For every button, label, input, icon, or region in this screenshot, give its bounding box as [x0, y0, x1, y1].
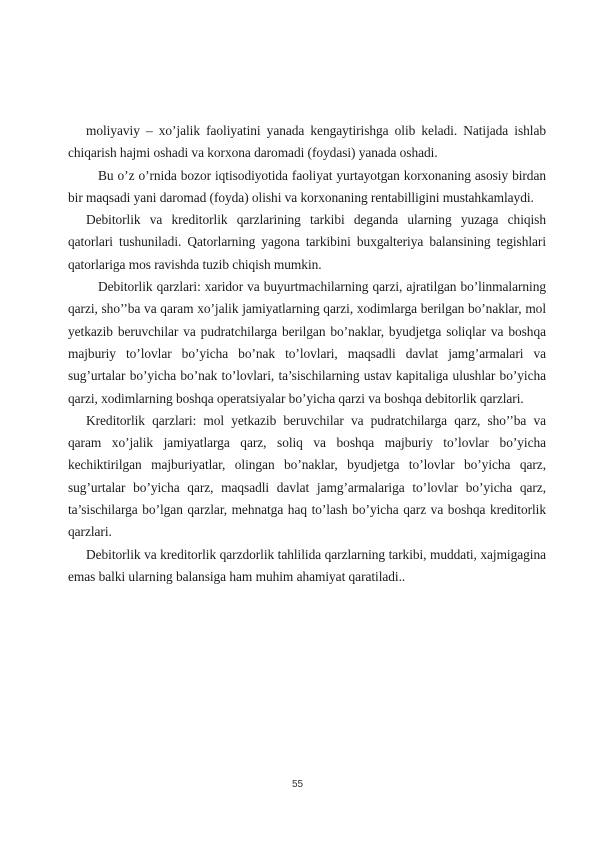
page-number: 55	[291, 779, 304, 790]
paragraph-main-goal: Bu o’z o’rnida bozor iqtisodiyotida faoliyat yurtayotgan korxonaning asosiy birdan bir maqsadi yani daromad (foyda) olishi va korxonaning rentabilligini mustahkamlaydi.	[68, 167, 546, 205]
paragraph-debt-structure: Debitorlik va kreditorlik qarzlarining tarkibi deganda ularning yuzaga chiqish qatorlari tushuniladi. Qatorlarning yagona tarkibini buxgalteriya balansining tegishlari qatorlariga mos ravishda tuzib chiqish mumkin.	[68, 212, 546, 272]
paragraph-analysis: Debitorlik va kreditorlik qarzdorlik tahlilida qarzlarning tarkibi, muddati, xajmigagina emas balki ularning balansiga ham muhim ahamiyat qaratiladi..	[68, 546, 546, 584]
paragraph-payables: Kreditorlik qarzlari: mol yetkazib beruvchilar va pudratchilarga qarz, sho’’ba va qaram xo’jalik jamiyatlarga qarz, soliq va boshqa majburiy to’lovlar bo’yicha kechiktirilgan majburiyatlar, olingan bo’naklar, byudjetga to’lovlar bo’yicha qarz, sug’urtalar bo’yicha qarz, maqsadli davlat jamg’armalariga to’lovlar bo’yicha qarz, ta’sischilarga bo’lgan qarzlar, mehnatga haq to’lash bo’yicha qarz va boshqa kreditorlik qarzlari.	[68, 412, 546, 540]
paragraph-intro-continuation: moliyaviy – xo’jalik faoliyatini yanada kengaytirishga olib keladi. Natijada ishlab chiqarish hajmi oshadi va korxona daromadi (foydasi) yanada oshadi.	[68, 123, 546, 161]
paragraph-receivables: Debitorlik qarzlari: xaridor va buyurtmachilarning qarzi, ajratilgan bo’linmalarning qarzi, sho’’ba va qaram xo’jalik jamiyatlarning qarzi, xodimlarga berilgan bo’naklar, mol yetkazib beruvchilar va pudratchilarga berilgan bo’naklar, byudjetga soliqlar va boshqa majburiy to’lovlar bo’yicha bo’nak to’lovlari, maqsadli davlat jamg’armalari va sug’urtalar bo’yicha bo’nak to’lovlari, ta’sischilarning ustav kapitaliga ulushlar bo’yicha qarzi, xodimlarning boshqa operatsiyalar bo’yicha qarzi va boshqa debitorlik qarzlari.	[68, 279, 546, 406]
page-body	[68, 120, 546, 588]
